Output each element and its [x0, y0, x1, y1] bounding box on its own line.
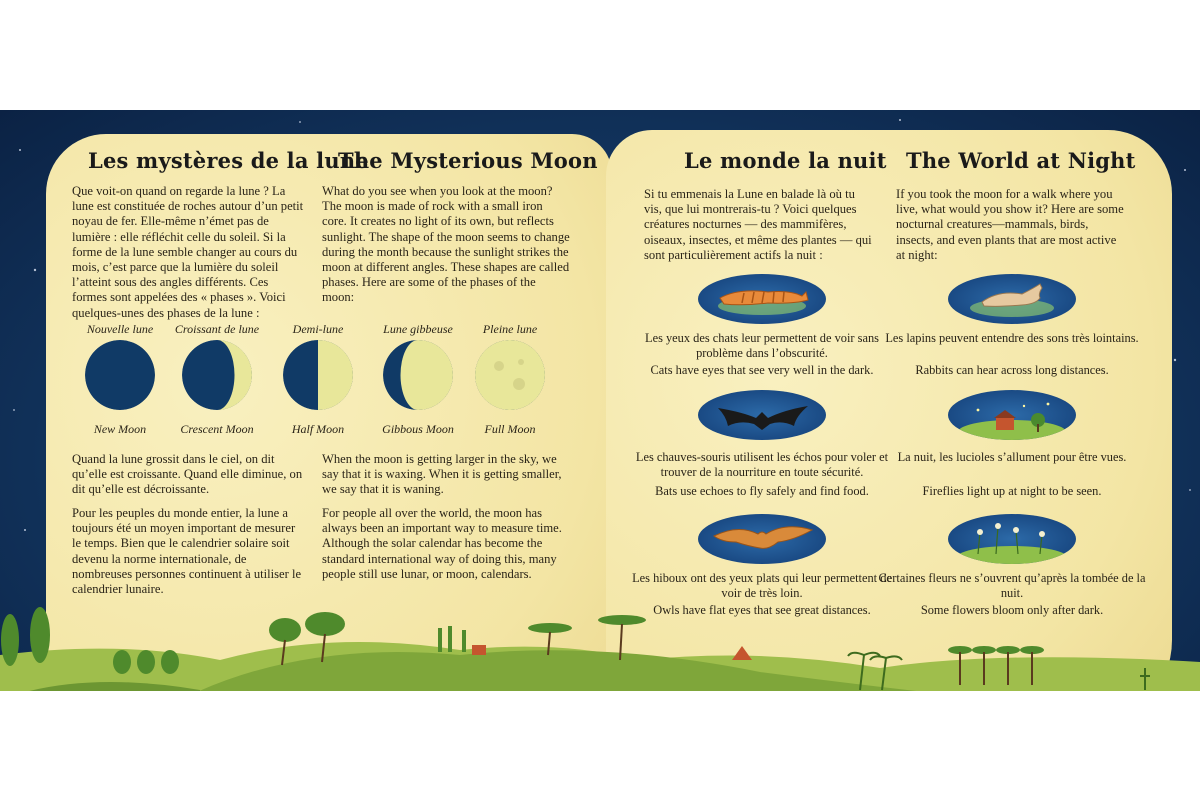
phase-label-en: New Moon	[93, 422, 147, 436]
bat-icon	[698, 390, 826, 440]
moon-phase-icon	[182, 340, 252, 410]
rabbit-caption-fr: Les lapins peuvent entendre des sons très lointains.	[885, 331, 1139, 345]
cat-caption-fr: Les yeux des chats leur permettent de voir sans problème dans l’obscurité.	[645, 331, 879, 360]
title-english-night: The World at Night	[906, 148, 1136, 173]
firefly-house-icon	[948, 390, 1076, 440]
intro-paragraph-en: What do you see when you look at the moon? The moon is made of rock with a small iron core. It creates no light of its own, but reflects sunlight. The shape of the moon seems to change during the month because the sunlight strikes the moon at different angles. These shapes are called phases. Here are some of the phases of the moon:	[322, 184, 570, 305]
phase-label-fr: Pleine lune	[482, 322, 538, 336]
rabbit-caption-en: Rabbits can hear across long distances.	[915, 363, 1109, 377]
title-french-night: Le monde la nuit	[684, 148, 887, 173]
rabbit-icon	[948, 274, 1076, 324]
phase-label-en: Full Moon	[484, 422, 536, 436]
owl-caption-fr: Les hiboux ont des yeux plats qui leur permettent de voir de très loin.	[632, 571, 892, 600]
title-french-moon: Les mystères de la lune	[88, 148, 369, 173]
calendar-paragraph-en: For people all over the world, the moon has always been an important way to measure time. Although the solar calendar has become the standard international way of doing this, many people still use lunar, or moon, calendars.	[322, 506, 562, 581]
phase-label-en: Gibbous Moon	[382, 422, 454, 436]
intro-paragraph-fr: Que voit-on quand on regarde la lune ? La lune est constituée de roches autour d’un petit noyau de fer. Elle-même n’émet pas de lumière : elle réfléchit celle du soleil. Si la forme de la lune semble changer au cours du mois, c’est parce que la lumière du soleil l’atteint sous des angles différents. Ces formes sont appelées des « phases ». Voici quelques-unes des phases de la lune :	[72, 184, 304, 320]
moon-phase-icon	[283, 340, 353, 410]
bat-caption-en: Bats use echoes to fly safely and find food.	[655, 484, 869, 498]
flowers-caption-fr: Certaines fleurs ne s’ouvrent qu’après la tombée de la nuit.	[878, 571, 1146, 600]
night-intro-fr: Si tu emmenais la Lune en balade là où tu vis, que lui montrerais-tu ? Voici quelques créatures nocturnes — des mammifères, oiseaux, insectes, et même des plantes — qui sont particulièrement actifs la nuit :	[644, 187, 872, 262]
phase-label-fr: Nouvelle lune	[86, 322, 154, 336]
title-english-moon: The Mysterious Moon	[338, 148, 598, 173]
cat-icon	[698, 274, 826, 324]
cat-caption-en: Cats have eyes that see very well in the dark.	[650, 363, 874, 377]
moon-phase-icon	[383, 340, 453, 410]
calendar-paragraph-fr: Pour les peuples du monde entier, la lune a toujours été un moyen important de mesurer le temps. Bien que le calendrier solaire soit devenu la norme internationale, de nombreuses personnes continuent à utiliser le calendrier lunaire.	[72, 506, 302, 597]
bat-caption-fr: Les chauves-souris utilisent les échos pour voler et trouver de la nourriture en toute sécurité.	[635, 450, 889, 479]
moon-phase-icon	[475, 340, 545, 410]
waxing-paragraph-fr: Quand la lune grossit dans le ciel, on dit qu’elle est croissante. Quand elle diminue, on dit qu’elle est décroissante.	[72, 452, 303, 497]
phase-label-en: Crescent Moon	[180, 422, 254, 436]
flowers-caption-en: Some flowers bloom only after dark.	[920, 603, 1104, 617]
phase-label-fr: Demi-lune	[292, 322, 344, 336]
phase-label-fr: Lune gibbeuse	[383, 322, 453, 336]
night-intro-en: If you took the moon for a walk where you live, what would you show it? Here are some nocturnal creatures—mammals, birds, insects, and even plants that are most active at night:	[896, 187, 1124, 262]
flowers-icon	[948, 514, 1076, 564]
owl-icon	[698, 514, 826, 564]
firefly-caption-en: Fireflies light up at night to be seen.	[922, 484, 1102, 498]
waxing-paragraph-en: When the moon is getting larger in the sky, we say that it is waxing. When it is getting smaller, we say that it is waning.	[322, 452, 562, 497]
owl-caption-en: Owls have flat eyes that see great distances.	[653, 603, 871, 617]
phase-label-en: Half Moon	[291, 422, 345, 436]
phase-label-fr: Croissant de lune	[174, 322, 260, 336]
firefly-caption-fr: La nuit, les lucioles s’allument pour être vues.	[897, 450, 1127, 464]
moon-phase-icon	[85, 340, 155, 410]
